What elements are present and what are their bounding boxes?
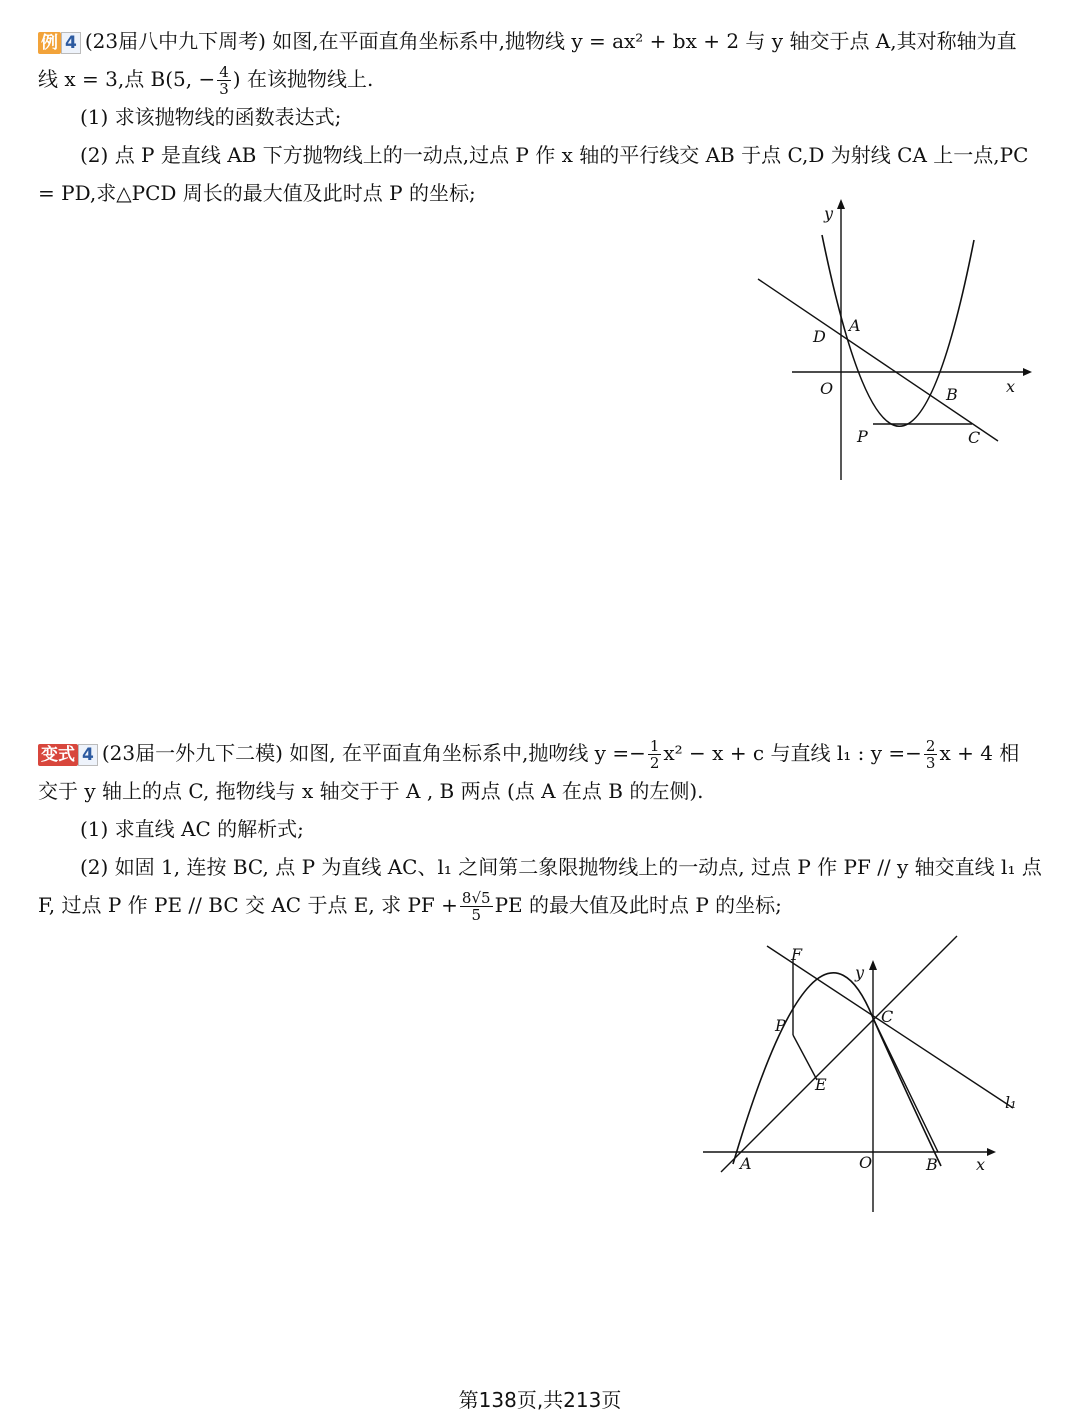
label-x: x xyxy=(1006,377,1016,396)
label-p: P xyxy=(857,427,868,446)
fraction-denominator: 3 xyxy=(219,80,229,98)
label-c: C xyxy=(968,428,981,447)
fraction-numerator: 4 xyxy=(219,63,229,81)
figure-1-parabola-graph xyxy=(740,195,1040,485)
line-ac xyxy=(721,936,957,1172)
problem-1-open-paren: (5, − xyxy=(165,67,216,91)
fraction-1-2 xyxy=(648,738,662,771)
problem-1-question-2-line-2: = PD,求△PCD 周长的最大值及此时点 P 的坐标; xyxy=(38,181,476,205)
problem-1-text-2b: 在该抛物线上. xyxy=(240,67,374,91)
label-o: O xyxy=(820,379,834,398)
problem-1-line-2 xyxy=(38,60,1038,98)
fraction-2-3 xyxy=(924,738,938,771)
segment-pe xyxy=(793,1035,817,1080)
x-axis-arrow-icon xyxy=(1023,368,1032,376)
label-b: B xyxy=(926,1155,938,1174)
problem-2-text-q2a: F, 过点 P 作 PE // BC 交 AC 于点 E, 求 PF + xyxy=(38,893,458,917)
problem-2-text-1c: x + 4 相 xyxy=(939,741,1020,765)
problem-1-text-1: (23届八中九下周考) 如图,在平面直角坐标系中,抛物线 y = ax² + bx + 2 与 y 轴交于点 A,其对称轴为直 xyxy=(84,29,1017,53)
label-l1: l₁ xyxy=(1005,1093,1017,1112)
label-e: E xyxy=(815,1075,827,1094)
problem-2-text-q2b: PE 的最大值及此时点 P 的坐标; xyxy=(494,893,782,917)
fraction-4-3 xyxy=(217,64,231,97)
problem-2-line-1 xyxy=(38,734,1038,772)
label-a: A xyxy=(740,1154,752,1173)
fraction-numerator: 8√5 xyxy=(461,889,491,907)
fraction-denominator: 5 xyxy=(471,906,482,924)
label-p: P xyxy=(775,1016,786,1035)
problem-1-close-paren: ) xyxy=(232,67,241,91)
fraction-numerator: 2 xyxy=(925,737,936,755)
label-y: y xyxy=(824,204,834,223)
variant-tag: 变式 xyxy=(38,744,78,766)
fraction-denominator: 2 xyxy=(649,754,660,772)
problem-1-line-1 xyxy=(38,22,1038,60)
label-y: y xyxy=(855,963,865,982)
problem-2-question-2-line-2 xyxy=(38,886,1038,924)
label-c: C xyxy=(881,1007,894,1026)
label-a: A xyxy=(849,316,861,335)
problem-2 xyxy=(38,734,1042,924)
problem-2-text-1a: (23届一外九下二模) 如图, 在平面直角坐标系中,抛吻线 y =− xyxy=(101,741,646,765)
y-axis-arrow-icon xyxy=(869,960,877,970)
problem-1-question-1: (1) 求该抛物线的函数表达式; xyxy=(80,105,342,129)
fraction-denominator: 3 xyxy=(925,754,936,772)
example-number: 4 xyxy=(61,32,81,54)
problem-1-question-2-line-1: (2) 点 P 是直线 AB 下方抛物线上的一动点,过点 P 作 x 轴的平行线交 AB 于点 C,D 为射线 CA 上一点,PC xyxy=(80,143,1029,167)
figure-2-parabola-graph xyxy=(695,930,1035,1220)
parabola-curve xyxy=(733,973,941,1166)
label-f: F xyxy=(791,945,803,964)
problem-2-text-1b: x² − x + c 与直线 l₁ : y =− xyxy=(663,741,922,765)
fraction-8root5-5 xyxy=(460,890,493,923)
variant-number: 4 xyxy=(78,744,98,766)
y-axis-arrow-icon xyxy=(837,199,845,209)
label-o: O xyxy=(859,1153,873,1172)
problem-2-line-2: 交于 y 轴上的点 C, 拖物线与 x 轴交于于 A , B 两点 (点 A 在点 B 的左侧). xyxy=(38,779,704,803)
x-axis-arrow-icon xyxy=(987,1148,996,1156)
problem-2-question-2-line-1: (2) 如固 1, 连按 BC, 点 P 为直线 AC、l₁ 之间第二象限抛物线上的一动点, 过点 P 作 PF // y 轴交直线 l₁ 点 xyxy=(80,855,1042,879)
problem-2-question-1: (1) 求直线 AC 的解析式; xyxy=(80,817,304,841)
label-x: x xyxy=(976,1155,986,1174)
line-ab xyxy=(758,279,998,441)
page-footer: 第138页,共213页 xyxy=(458,1388,622,1412)
line-l1 xyxy=(767,946,1013,1108)
example-tag: 例 xyxy=(38,32,61,54)
problem-1 xyxy=(38,22,1038,212)
label-d: D xyxy=(813,327,826,346)
label-b: B xyxy=(946,385,958,404)
segment-bc xyxy=(873,1018,938,1152)
problem-1-text-2a: 线 x = 3,点 B xyxy=(38,67,166,91)
fraction-numerator: 1 xyxy=(649,737,660,755)
